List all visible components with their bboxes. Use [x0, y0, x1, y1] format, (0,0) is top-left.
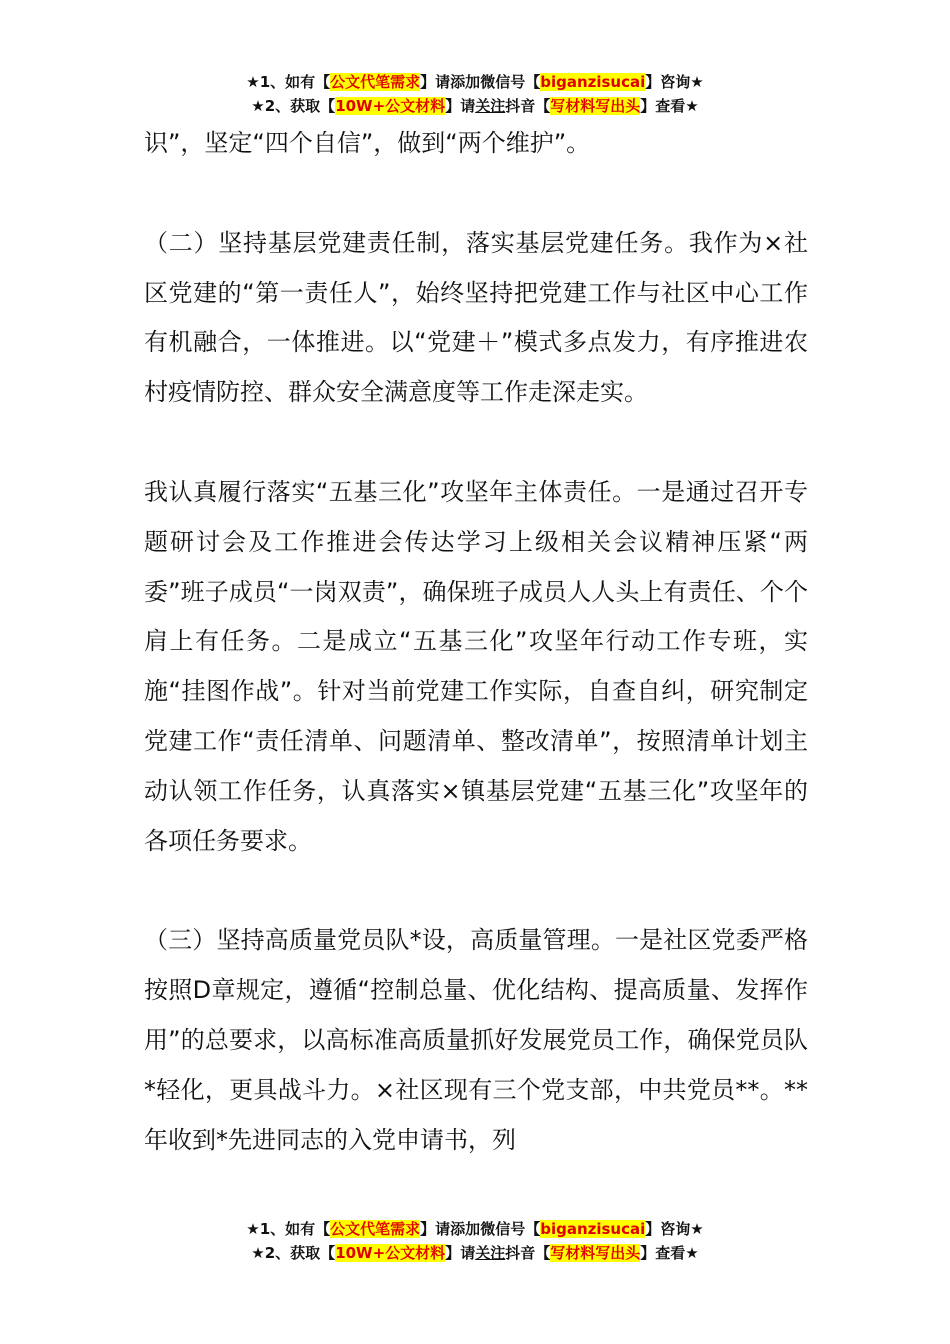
- footer-banner-line-1: [0, 1217, 950, 1241]
- banner-text: 】咨询★: [645, 1220, 704, 1238]
- paragraph-gap: [144, 169, 808, 219]
- footer-banner: [0, 1217, 950, 1265]
- banner-text: 】请: [445, 97, 476, 115]
- banner-text: 微信号【: [480, 1220, 541, 1238]
- banner-text: 】查看★: [640, 1244, 699, 1262]
- banner-highlight-wechat-id: biganzisucai: [540, 1220, 646, 1238]
- banner-highlight: 公文代笔需求: [330, 1220, 421, 1238]
- banner-highlight: 10W+公文材料: [335, 97, 446, 115]
- document-body: [144, 119, 808, 1165]
- footer-banner-line-2: [0, 1241, 950, 1265]
- banner-text: ★1、如有【: [246, 73, 331, 91]
- banner-text: 】查看★: [640, 97, 699, 115]
- banner-highlight-douyin: 写材料写出头: [550, 1244, 641, 1262]
- paragraph-section-3: （三）坚持高质量党员队*设，高质量管理。一是社区党委严格按照D章规定，遵循“控制总量、优化结构、提高质量、发挥作用”的总要求，以高标准高质量抓好发展党员工作，确保党员队*轻化，更具战斗力。×社区现有三个党支部，中共党员**。**年收到*先进同志的入党申请书，列: [144, 926, 808, 1154]
- header-banner-line-1: [0, 70, 950, 94]
- paragraph-continuation: 识”，坚定“四个自信”，做到“两个维护”。: [144, 129, 591, 157]
- banner-text: 】请: [445, 1244, 476, 1262]
- header-banner-line-2: [0, 94, 950, 118]
- banner-highlight: 10W+公文材料: [335, 1244, 446, 1262]
- banner-text: 抖音【: [505, 97, 551, 115]
- paragraph-gap: [144, 866, 808, 916]
- paragraph-gap: [144, 418, 808, 468]
- banner-text: 微信号【: [480, 73, 541, 91]
- paragraph-responsibility: 我认真履行落实“五基三化”攻坚年主体责任。一是通过召开专题研讨会及工作推进会传达学习上级相关会议精神压紧“两委”班子成员“一岗双责”，确保班子成员人人头上有责任、个个肩上有任务。二是成立“五基三化”攻坚年行动工作专班，实施“挂图作战”。针对当前党建工作实际，自查自纠，研究制定党建工作“责任清单、问题清单、整改清单”，按照清单计划主动认领工作任务，认真落实×镇基层党建“五基三化”攻坚年的各项任务要求。: [144, 477, 808, 855]
- banner-text: 抖音【: [505, 1244, 551, 1262]
- banner-text: ★1、如有【: [246, 1220, 331, 1238]
- banner-text: 】请添加: [420, 73, 481, 91]
- paragraph-section-2: （二）坚持基层党建责任制，落实基层党建任务。我作为×社区党建的“第一责任人”，始终坚持把党建工作与社区中心工作有机融合，一体推进。以“党建＋”模式多点发力，有序推进农村疫情防控、群众安全满意度等工作走深走实。: [144, 228, 808, 407]
- banner-text: ★2、获取【: [251, 97, 336, 115]
- banner-text: 】请添加: [420, 1220, 481, 1238]
- banner-underlined: 关注: [475, 1244, 506, 1262]
- banner-highlight: 公文代笔需求: [330, 73, 421, 91]
- banner-highlight-douyin: 写材料写出头: [550, 97, 641, 115]
- banner-text: ★2、获取【: [251, 1244, 336, 1262]
- banner-underlined: 关注: [475, 97, 506, 115]
- banner-highlight-wechat-id: biganzisucai: [540, 73, 646, 91]
- banner-text: 】咨询★: [645, 73, 704, 91]
- header-banner: [0, 70, 950, 118]
